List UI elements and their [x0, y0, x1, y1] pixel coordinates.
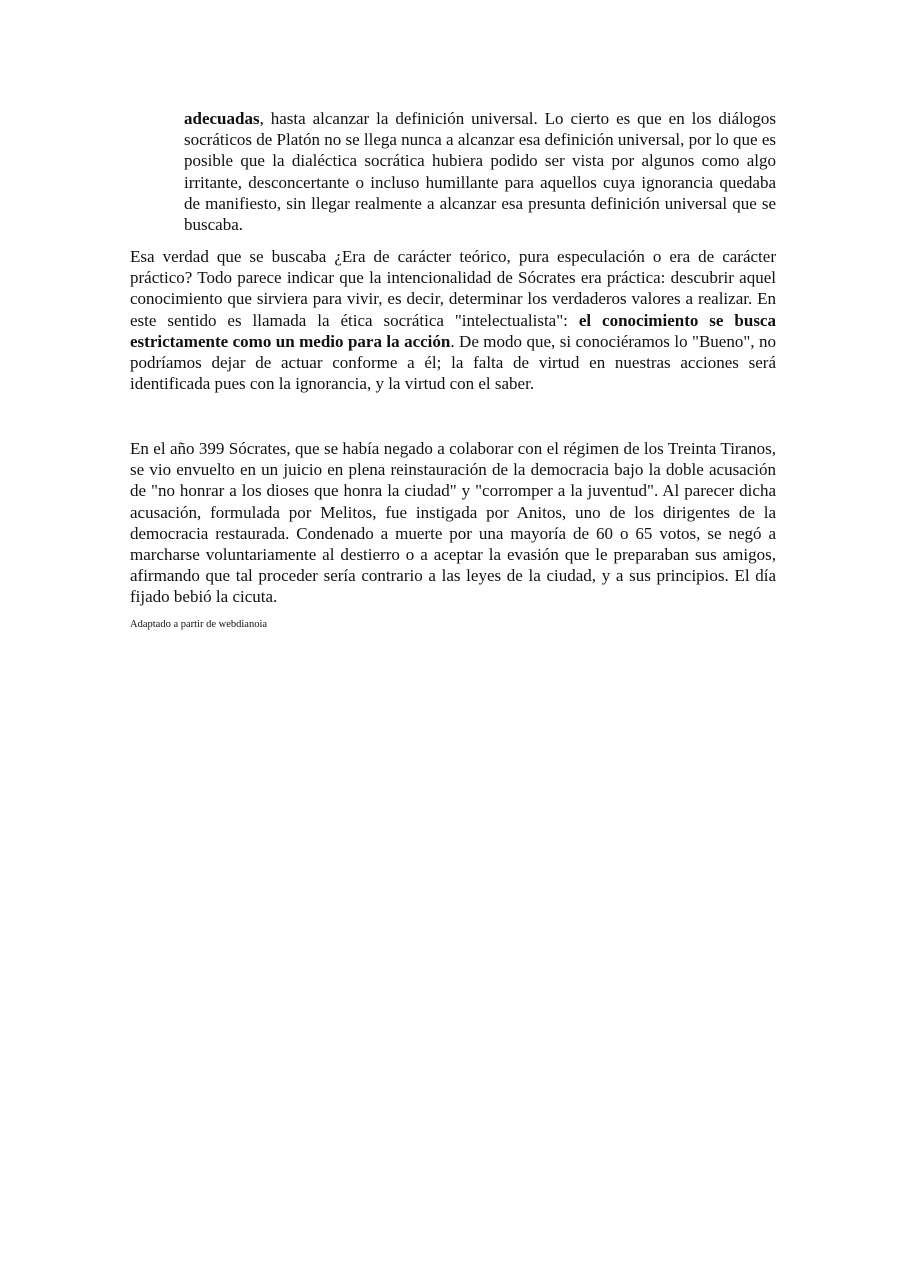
paragraph-ethics: [130, 246, 776, 394]
indented-paragraph-text: , hasta alcanzar la definición universal. Lo cierto es que en los diálogos socráticos de Platón no se llega nunca a alcanzar esa definición universal, por lo que es posible que la dialéctica socrática hubiera podido ser vista por algunos como algo irritante, desconcertante o incluso humillante para aquellos cuya ignorancia quedaba de manifiesto, sin llegar realmente a alcanzar esa presunta definición universal que se buscaba.: [184, 109, 776, 235]
source-note: Adaptado a partir de webdianoia: [130, 619, 268, 630]
paragraph-ethics-text-start: Esa verdad que se buscaba ¿Era de carácter teórico, pura especulación o era de carácter práctico? Todo parece indicar que la intencionalidad de Sócrates era práctica: descubrir aquel conocimiento que sirviera para vivir, es decir, determinar los verdaderos valores a realizar. En este sentido es llamada la ética socrática "intelectualista":: [130, 247, 776, 330]
indented-paragraph: [184, 108, 776, 235]
paragraph-trial: En el año 399 Sócrates, que se había negado a colaborar con el régimen de los Treinta Tiranos, se vio envuelto en un juicio en plena reinstauración de la democracia bajo la doble acusación de "no honrar a los dioses que honra la ciudad" y "corromper a la juventud". Al parecer dicha acusación, formulada por Melitos, fue instigada por Anitos, uno de los dirigentes de la democracia restaurada. Condenado a muerte por una mayoría de 60 o 65 votos, se negó a marcharse voluntariamente al destierro o a aceptar la evasión que le preparaban sus amigos, afirmando que tal proceder sería contrario a las leyes de la ciudad, y a sus principios. El día fijado bebió la cicuta.: [130, 439, 776, 607]
paragraph-ethics-text-end: . De modo que, si conociéramos lo "Bueno", no podríamos dejar de actuar conforme a él; la falta de virtud en nuestras acciones será identificada pues con la ignorancia, y la virtud con el saber.: [130, 331, 776, 394]
bold-term: adecuadas: [184, 109, 260, 128]
paragraph-ethics-bold-statement: el conocimiento se busca estrictamente como un medio para la acción: [130, 310, 776, 351]
